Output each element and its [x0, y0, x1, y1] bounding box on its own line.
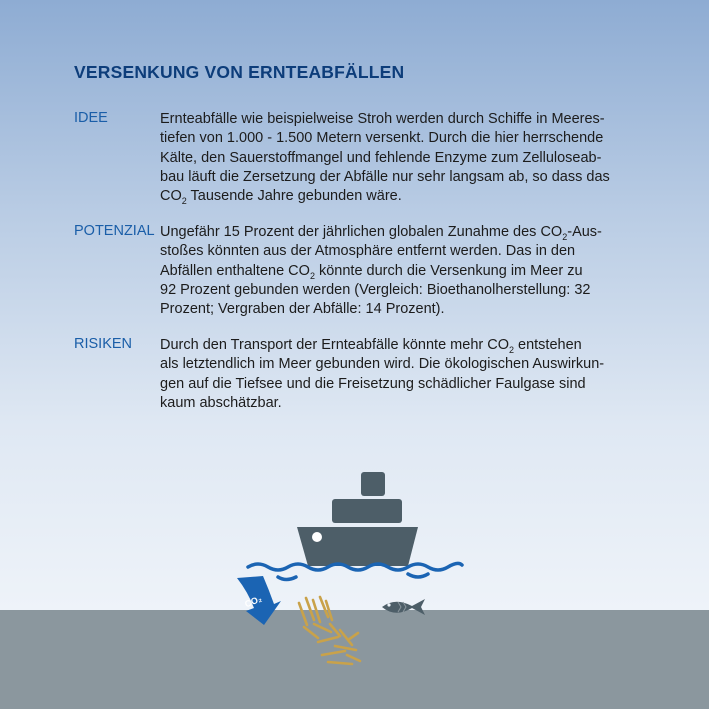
- straw-icon: [299, 597, 360, 664]
- ship-porthole: [312, 532, 322, 542]
- text-line: gen auf die Tiefsee und die Freisetzung schädlicher Faulgase sind: [160, 375, 586, 392]
- page-title: VERSENKUNG VON ERNTEABFÄLLEN: [74, 62, 405, 82]
- co2-arrow-label: CO₂: [243, 593, 264, 610]
- text-line: Abfällen enthaltene $CO_2$ könnte durch die Versenkung im Meer zu: [160, 262, 583, 281]
- section-label-potenzial: POTENZIAL: [74, 223, 155, 239]
- section-label-idee: IDEE: [74, 110, 108, 126]
- text-line: $CO_2$ Tausende Jahre gebunden wäre.: [160, 188, 402, 207]
- text-line: Kälte, den Sauerstoffmangel und fehlende Enzyme zum Zelluloseab-: [160, 149, 602, 166]
- text-line: kaum abschätzbar.: [160, 394, 282, 411]
- fish-icon: [382, 599, 425, 615]
- ship-bridge: [361, 472, 385, 496]
- ship-icon: [297, 472, 418, 566]
- text-line: tiefen von 1.000 - 1.500 Metern versenkt. Durch die hier herrschende: [160, 130, 604, 147]
- text-line: Durch den Transport der Ernteabfälle könnte mehr $CO_2$ entstehen: [160, 337, 582, 355]
- text-line: Prozent; Vergraben der Abfälle: 14 Prozent).: [160, 301, 445, 318]
- ship-cabin: [332, 499, 402, 523]
- text-line: 92 Prozent gebunden werden (Vergleich: Bioethanolherstellung: 32: [160, 281, 591, 298]
- section-label-risiken: RISIKEN: [74, 336, 133, 352]
- text-line: Ungefähr 15 Prozent der jährlichen globalen Zunahme des $CO_2-Aus-$: [160, 224, 602, 242]
- text-line: stoßes könnten aus der Atmosphäre entfernt werden. Das in den: [160, 243, 576, 260]
- text-line: Ernteabfälle wie beispielweise Stroh werden durch Schiffe in Meeres-: [160, 111, 605, 127]
- text-line: als letztendlich im Meer gebunden wird. Die ökologischen Auswirkun-: [160, 356, 605, 373]
- text-line: bau läuft die Zersetzung der Abfälle nur sehr langsam ab, so dass das: [160, 168, 610, 185]
- co2-arrow-icon: [237, 576, 281, 625]
